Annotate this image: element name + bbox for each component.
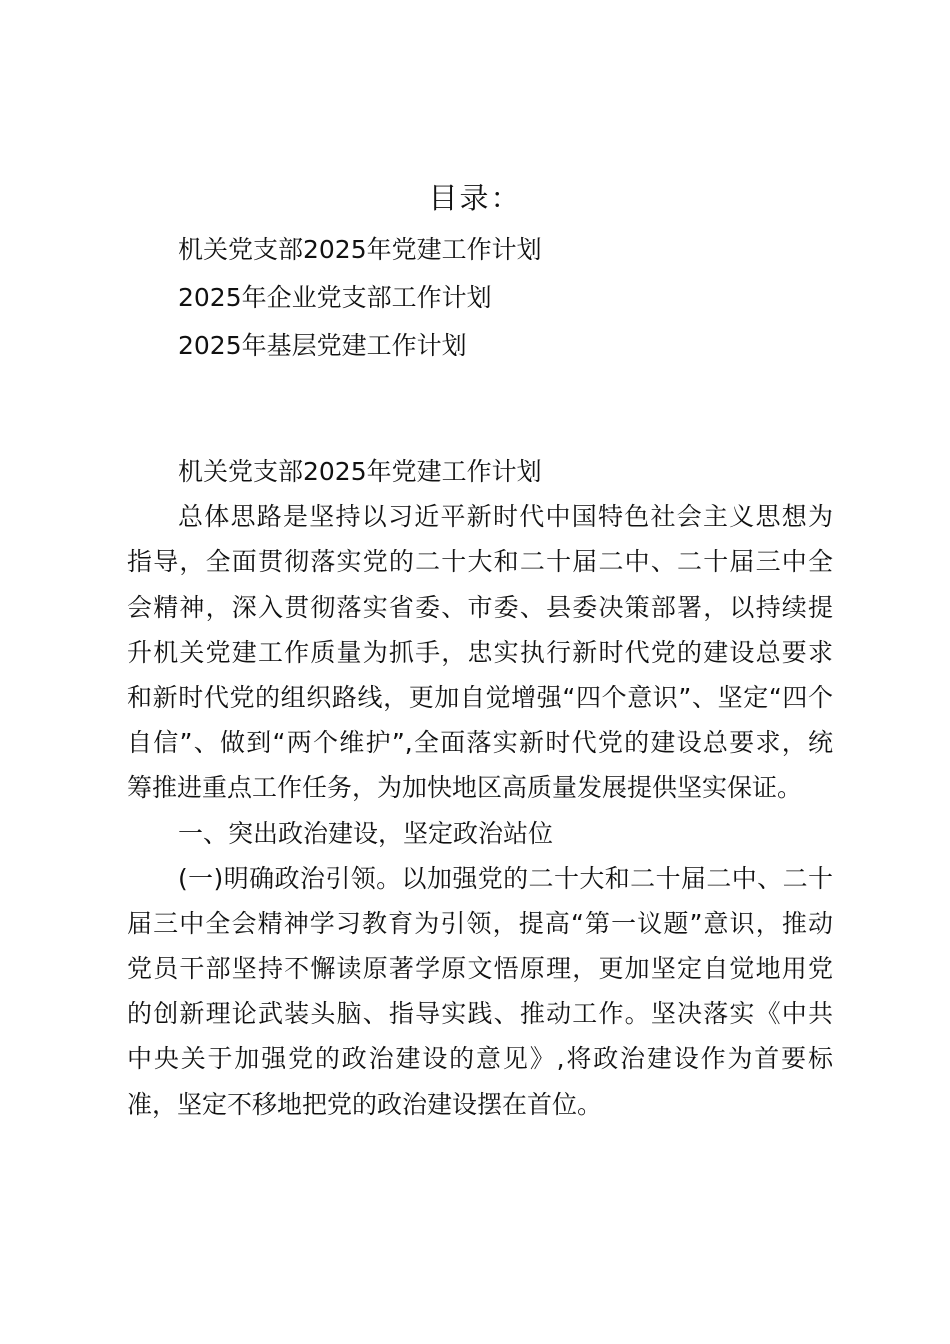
toc-item: 2025年基层党建工作计划 (178, 331, 467, 360)
paragraph-line: 的创新理论武装头脑、指导实践、推动工作。坚决落实《中共 (127, 999, 833, 1029)
paragraph-line: 届三中全会精神学习教育为引领，提高“第一议题”意识，推动 (127, 908, 833, 938)
document-heading: 机关党支部2025年党建工作计划 (178, 457, 542, 486)
toc-title: 目录： (428, 181, 522, 215)
toc-list (178, 226, 878, 370)
section-heading: 一、突出政治建设，坚定政治站位 (178, 818, 554, 848)
paragraph-line: 党员干部坚持不懈读原著学原文悟原理，更加坚定自觉地用党 (127, 954, 833, 984)
paragraph-line: 会精神，深入贯彻落实省委、市委、县委决策部署，以持续提 (127, 592, 833, 622)
paragraph-line: 和新时代党的组织路线，更加自觉增强“四个意识”、坚定“四个 (127, 682, 833, 712)
toc-item: 机关党支部2025年党建工作计划 (178, 235, 542, 264)
paragraph-line: 自信”、做到“两个维护”,全面落实新时代党的建设总要求，统 (127, 728, 833, 758)
paragraph-overall-approach (127, 494, 833, 810)
paragraph-line: 总体思路是坚持以习近平新时代中国特色社会主义思想为 (178, 502, 833, 532)
paragraph-line: 指导，全面贯彻落实党的二十大和二十届二中、二十届三中全 (127, 547, 833, 577)
document-body (127, 449, 833, 1127)
paragraph-line: (一)明确政治引领。以加强党的二十大和二十届二中、二十 (178, 863, 833, 893)
paragraph-line: 升机关党建工作质量为抓手，忠实执行新时代党的建设总要求 (127, 637, 833, 667)
paragraph-political-guidance (127, 856, 833, 1127)
toc-item: 2025年企业党支部工作计划 (178, 283, 492, 312)
paragraph-line: 筹推进重点工作任务，为加快地区高质量发展提供坚实保证。 (127, 773, 803, 803)
paragraph-line: 准，坚定不移地把党的政治建设摆在首位。 (127, 1089, 603, 1119)
paragraph-line: 中央关于加强党的政治建设的意见》,将政治建设作为首要标 (127, 1044, 833, 1074)
